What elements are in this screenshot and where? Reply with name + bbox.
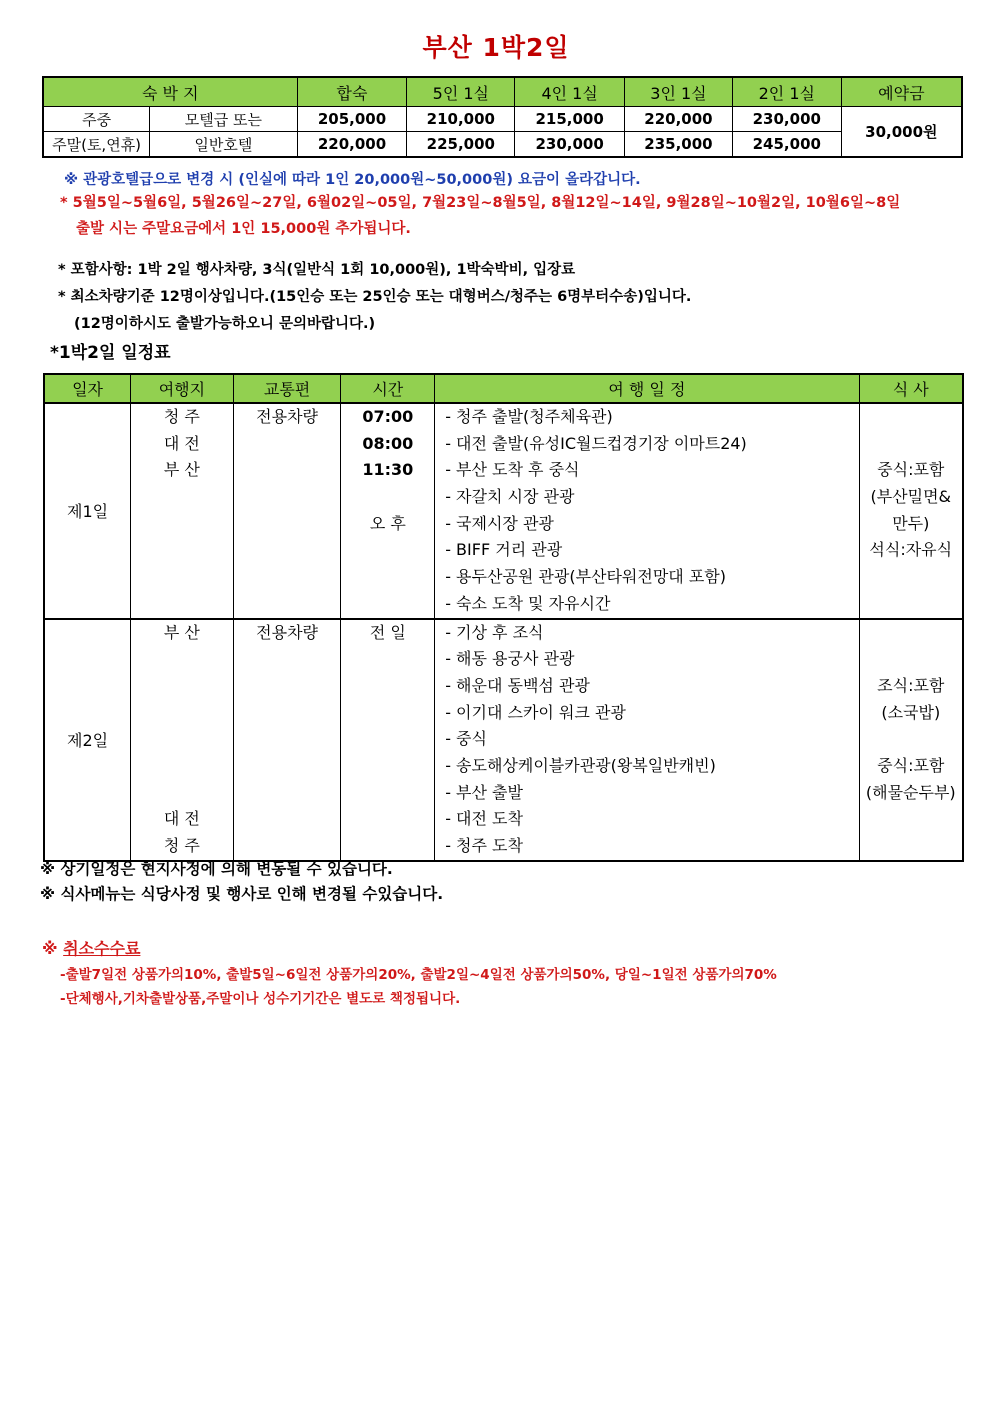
itinerary-item: - 해운대 동백섬 관광 xyxy=(445,675,590,695)
itinerary-item: - 부산 도착 후 중식 xyxy=(445,460,580,480)
header-date: 일자 xyxy=(44,374,131,403)
peak-surcharge-note: 출발 시는 주말요금에서 1인 15,000원 추가됩니다. xyxy=(76,221,411,237)
time-line: 오 후 xyxy=(369,513,406,533)
price-cell: 245,000 xyxy=(732,132,841,158)
price-cell: 210,000 xyxy=(407,107,515,132)
meal-line: 중식:포함 xyxy=(877,460,945,480)
day1-row xyxy=(44,403,963,619)
hotel-upgrade-note: ※ 관광호텔급으로 변경 시 (인실에 따라 1인 20,000원~50,000원) 요금이 올라갑니다. xyxy=(64,172,641,188)
day2-transport xyxy=(233,619,341,861)
min-people-subnote: (12명이하시도 출발가능하오니 문의바랍니다.) xyxy=(74,316,376,332)
meal-line: 중식:포함 xyxy=(877,755,945,775)
price-header-row xyxy=(43,77,962,107)
min-people-note: * 최소차량기준 12명이상입니다.(15인승 또는 25인승 또는 대형버스/청주는 6명부터수송)입니다. xyxy=(58,289,692,305)
header-5p: 5인 1실 xyxy=(407,77,515,107)
transport-line: 전용차량 xyxy=(256,622,318,642)
header-transport: 교통편 xyxy=(233,374,341,403)
cancellation-title xyxy=(42,936,140,959)
time-line: 전 일 xyxy=(369,622,406,642)
price-table xyxy=(42,76,963,158)
cancellation-mark: ※ xyxy=(42,939,58,958)
meal-line: (해물순두부) xyxy=(865,782,956,802)
meal-line: 조식:포함 xyxy=(877,675,945,695)
row-label-weekend: 주말(토,연휴) xyxy=(43,132,150,158)
itinerary-item: - 숙소 도착 및 자유시간 xyxy=(445,593,611,613)
day2-itinerary xyxy=(435,619,859,861)
hotel-type-line2: 일반호텔 xyxy=(150,132,297,158)
price-cell: 220,000 xyxy=(297,132,407,158)
header-lodging: 숙 박 지 xyxy=(43,77,297,107)
deposit-value: 30,000원 xyxy=(841,107,962,158)
place-line: 청 주 xyxy=(163,836,200,855)
itinerary-item: - 국제시장 관광 xyxy=(445,513,554,533)
place-line: 청 주 xyxy=(163,407,200,426)
time-line: 11:30 xyxy=(362,460,414,480)
schedule-header-row xyxy=(44,374,963,403)
day1-meals xyxy=(859,403,963,619)
row-label-weekday: 주중 xyxy=(43,107,150,132)
day2-label: 제2일 xyxy=(44,619,131,861)
itinerary-item: - 부산 출발 xyxy=(445,782,523,802)
cancellation-policy-line: -단체행사,기차출발상품,주말이나 성수기기간은 별도로 책정됩니다. xyxy=(60,991,461,1007)
header-place: 여행지 xyxy=(131,374,234,403)
header-deposit: 예약금 xyxy=(841,77,962,107)
meal-line: (소국밥) xyxy=(881,702,941,722)
place-line: 부 산 xyxy=(163,460,200,480)
itinerary-item: - 송도해상케이블카관광(왕복일반캐빈) xyxy=(445,755,716,775)
day2-row xyxy=(44,619,963,861)
itinerary-item: - 해동 용궁사 관광 xyxy=(445,649,575,669)
day2-meals xyxy=(859,619,963,861)
schedule-table xyxy=(43,373,964,862)
cancellation-fee-line: -출발7일전 상품가의10%, 출발5일~6일전 상품가의20%, 출발2일~4일전 상품가의50%, 당일~1일전 상품가의70% xyxy=(60,967,777,983)
hotel-type-line1: 모텔급 또는 xyxy=(150,107,297,132)
day1-times xyxy=(341,403,435,619)
peak-dates-note: * 5월5일~5월6일, 5월26일~27일, 6월02일~05일, 7월23일~8월5일, 8월12일~14일, 9월28일~10월2일, 10월6일~8일 xyxy=(60,195,901,211)
header-group: 합숙 xyxy=(297,77,407,107)
day1-label: 제1일 xyxy=(44,403,131,619)
footnote-schedule-change: ※ 상기일정은 현지사정에 의해 변동될 수 있습니다. xyxy=(40,860,393,878)
price-cell: 225,000 xyxy=(407,132,515,158)
day2-places xyxy=(131,619,234,861)
itinerary-item: - 이기대 스카이 워크 관광 xyxy=(445,702,626,722)
price-cell: 215,000 xyxy=(515,107,625,132)
itinerary-item: - 청주 도착 xyxy=(445,836,523,855)
header-time: 시간 xyxy=(341,374,435,403)
meal-line: 만두) xyxy=(892,513,930,533)
price-cell: 220,000 xyxy=(625,107,733,132)
time-line: 07:00 xyxy=(362,407,414,426)
meal-line: 석식:자유식 xyxy=(869,540,953,560)
itinerary-item: - 대전 도착 xyxy=(445,809,523,829)
header-itinerary: 여 행 일 정 xyxy=(435,374,859,403)
price-cell: 205,000 xyxy=(297,107,407,132)
itinerary-item: - 기상 후 조식 xyxy=(445,622,544,642)
day1-places xyxy=(131,403,234,619)
header-4p: 4인 1실 xyxy=(515,77,625,107)
itinerary-item: - 청주 출발(청주체육관) xyxy=(445,407,613,426)
cancellation-title-text: 취소수수료 xyxy=(63,939,141,958)
itinerary-item: - BIFF 거리 관광 xyxy=(445,540,563,560)
day1-itinerary xyxy=(435,403,859,619)
place-line: 대 전 xyxy=(163,809,200,829)
day2-times xyxy=(341,619,435,861)
place-line: 대 전 xyxy=(163,433,200,453)
price-cell: 230,000 xyxy=(732,107,841,132)
day1-transport xyxy=(233,403,341,619)
header-meal: 식 사 xyxy=(859,374,963,403)
time-line: 08:00 xyxy=(362,433,414,453)
itinerary-item: - 중식 xyxy=(445,729,487,749)
price-cell: 230,000 xyxy=(515,132,625,158)
header-3p: 3인 1실 xyxy=(625,77,733,107)
price-row-weekday xyxy=(43,107,962,132)
footnote-meal-change: ※ 식사메뉴는 식당사정 및 행사로 인해 변경될 수있습니다. xyxy=(40,885,444,903)
meal-line: (부산밀면& xyxy=(870,487,952,507)
transport-line: 전용차량 xyxy=(256,407,318,426)
page-title: 부산 1박2일 xyxy=(422,33,570,62)
header-2p: 2인 1실 xyxy=(732,77,841,107)
included-note: * 포함사항: 1박 2일 행사차량, 3식(일반식 1회 10,000원), 1박숙박비, 입장료 xyxy=(58,262,576,278)
itinerary-item: - 대전 출발(유성IC월드컵경기장 이마트24) xyxy=(445,433,747,453)
price-row-weekend xyxy=(43,132,962,158)
schedule-title: *1박2일 일정표 xyxy=(50,343,171,363)
itinerary-item: - 용두산공원 관광(부산타워전망대 포함) xyxy=(445,567,726,587)
place-line: 부 산 xyxy=(163,622,200,642)
itinerary-item: - 자갈치 시장 관광 xyxy=(445,487,575,507)
price-cell: 235,000 xyxy=(625,132,733,158)
